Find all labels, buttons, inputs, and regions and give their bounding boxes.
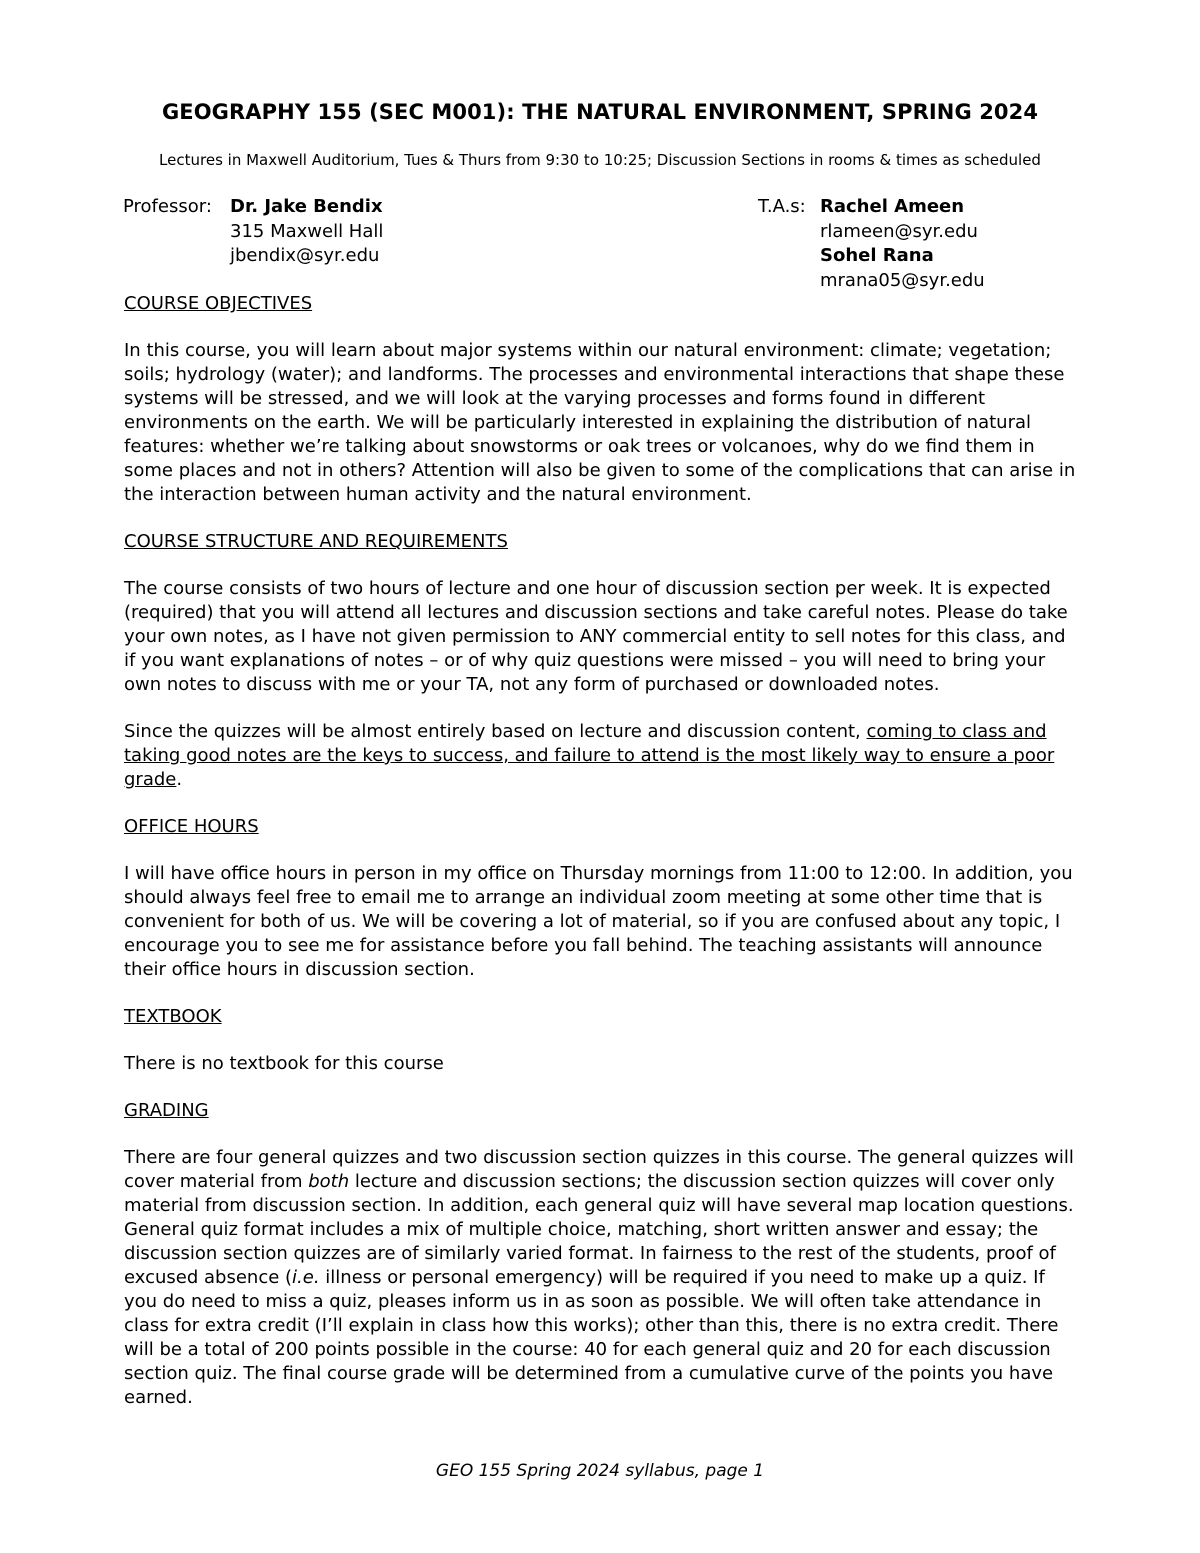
ta2-email: mrana05@syr.edu — [820, 269, 985, 291]
ta2-name: Sohel Rana — [820, 245, 934, 266]
ta1-email: rlameen@syr.edu — [820, 220, 978, 242]
grading-heading: GRADING — [124, 1100, 209, 1121]
grading-text-both: both — [308, 1171, 350, 1192]
ta1-name: Rachel Ameen — [820, 196, 965, 217]
office-hours-heading: OFFICE HOURS — [124, 816, 259, 837]
structure-text-2 — [124, 720, 1082, 792]
professor-email: jbendix@syr.edu — [230, 245, 380, 266]
grading-text-a: There are four general quizzes and two discussion section quizzes in this course. The general quizzes will cover material from — [124, 1147, 1074, 1192]
office-hours-text: I will have office hours in person in my office on Thursday mornings from 11:00 to 12:00. In addition, you should always feel free to email me to arrange an individual zoom meeting at some other time that is convenient for both of us. We will be covering a lot of material, so if you are confused about any topic, I encourage you to see me for assistance before you fall behind. The teaching assistants will announce their office hours in discussion section. — [124, 863, 1073, 980]
page-footer: GEO 155 Spring 2024 syllabus, page 1 — [435, 1461, 765, 1481]
grading-text-c: illness or personal emergency) will be required if you need to make up a quiz. If you do need to miss a quiz, pleases inform us in as soon as possible. We will often take attendance in class for extra credit (I’ll explain in class how this works); other than this, there is no extra credit. There will be a total of 200 points possible in the course: 40 for each general quiz and 20 for each discussion section quiz. The final course grade will be determined from a cumulative curve of the points you have earned. — [124, 1267, 1059, 1408]
textbook-heading: TEXTBOOK — [124, 1006, 222, 1027]
professor-contact — [230, 195, 383, 269]
structure-heading: COURSE STRUCTURE AND REQUIREMENTS — [124, 531, 508, 552]
professor-office: 315 Maxwell Hall — [230, 220, 384, 242]
structure-text-2-end: . — [176, 769, 183, 790]
syllabus-body — [124, 292, 1082, 1433]
ta-contacts — [820, 195, 985, 293]
ta-label: T.A.s: — [758, 196, 806, 217]
textbook-text: There is no textbook for this course — [124, 1053, 444, 1074]
grading-text-b: lecture and discussion sections; the discussion section quizzes will cover only material from discussion section. In addition, each general quiz will have several map location questions. General quiz format includes a mix of multiple choice, matching, short written answer and essay; the discussion section quizzes are of similarly varied format. In fairness to the rest of the students, proof of excused absence ( — [124, 1171, 1074, 1288]
structure-text-1: The course consists of two hours of lecture and one hour of discussion section per week. It is expected (required) that you will attend all lectures and discussion sections and take careful notes. Please do take your own notes, as I have not given permission to ANY commercial entity to sell notes for this class, and if you want explanations of notes – or of why quiz questions were missed – you will need to bring your own notes to discuss with me or your TA, not any form of purchased or downloaded notes. — [124, 578, 1068, 695]
document-title: GEOGRAPHY 155 (SEC M001): THE NATURAL ENVIRONMENT, SPRING 2024 — [161, 100, 1039, 124]
structure-text-2-start: Since the quizzes will be almost entirely based on lecture and discussion content, — [124, 721, 867, 742]
objectives-text: In this course, you will learn about major systems within our natural environment: climate; vegetation; soils; hydrology (water); and landforms. The processes and environmental interactions that shape these systems will be stressed, and we will look at the varying processes and forms found in different environments on the earth. We will be particularly interested in explaining the distribution of natural features: whether we’re talking about snowstorms or oak trees or volcanoes, why do we find them in some places and not in others? Attention will also be given to some of the complications that can arise in the interaction between human activity and the natural environment. — [124, 340, 1076, 505]
structure-text-2-emphasis: coming to class and taking good notes are the keys to success, and failure to attend is the most likely way to ensure a poor grade — [124, 721, 1055, 790]
lecture-info: Lectures in Maxwell Auditorium, Tues & Thurs from 9:30 to 10:25; Discussion Sections in rooms & times as scheduled — [159, 151, 1041, 169]
grading-text — [124, 1146, 1082, 1410]
objectives-heading: COURSE OBJECTIVES — [124, 293, 313, 314]
professor-name: Dr. Jake Bendix — [230, 196, 383, 217]
professor-label: Professor: — [123, 196, 212, 217]
grading-text-ie: i.e. — [292, 1267, 320, 1288]
